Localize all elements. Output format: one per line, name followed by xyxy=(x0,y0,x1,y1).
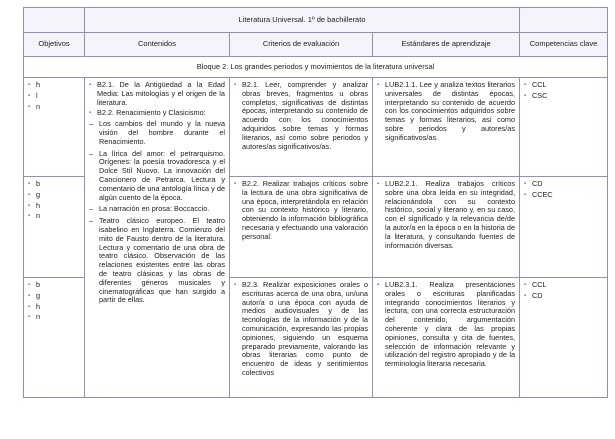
objetivo-item: ▪ n xyxy=(28,212,80,221)
contenido-subitem: – Teatro clásico europeo. El teatro isabelino en Inglaterra. Comienzo del mito de Fausto dentro de la literatura. Lectura y comentario de una obra de teatro clásico. Observación de las relaciones existentes entre las obras de teatro clásicas y las obras de diferentes géneros musicales y cinematográficas que han surgido a partir de ellas. xyxy=(89,217,225,305)
objetivo-item: ▪ b xyxy=(28,281,80,290)
contenido-subitem: – Los cambios del mundo y la nueva visión del hombre durante el Renacimiento. xyxy=(89,120,225,146)
objetivo-item: ▪ l xyxy=(28,92,80,101)
criterio-text: ▪ B2.2. Realizar trabajos críticos sobre la lectura de una obra significativa de una época, interpretándola en relación con su contexto histórico y literario, obteniendo la información bibliográfica necesaria y efectuando una valoración personal. xyxy=(234,180,368,242)
estandar-text: ▪ LUB2.3.1. Realiza presentaciones orales o escrituras planificadas integrando conocimientos literarios y lectura, con una correcta estructuración del contenido, argumentación coherente y clara de las propias opiniones, consulta y cita de fuentes, selección de información relevante y utilización del registro apropiado y de la terminología literaria necesaria. xyxy=(377,281,515,369)
objetivo-item: ▪ b xyxy=(28,180,80,189)
title-empty-cell xyxy=(520,8,608,33)
objetivo-item: ▪ n xyxy=(28,103,80,112)
header-estandares: Estándares de aprendizaje xyxy=(373,33,520,57)
competencia-item: ▪ CCEC xyxy=(524,191,603,200)
criterio-cell xyxy=(230,278,373,398)
competencia-item: ▪ CCL xyxy=(524,281,603,290)
competencia-item: ▪ CCL xyxy=(524,81,603,90)
competencia-item: ▪ CSC xyxy=(524,92,603,101)
objetivo-item: ▪ n xyxy=(28,313,80,322)
estandar-text: ▪ LUB2.1.1. Lee y analiza textos literarios universales de distintas épocas, interpretando su contenido de acuerdo con los conocimientos adquiridos sobre temas y formas literarios, así como sobre periodos y autores/as significativos/as. xyxy=(377,81,515,143)
objetivos-cell xyxy=(24,278,85,398)
competencia-item: ▪ CD xyxy=(524,180,603,189)
criterio-text: ▪ B2.1. Leer, comprender y analizar obras breves, fragmentos u obras completos, significativas de distintas épocas, interpretando su contenido de acuerdo con los conocimientos adquiridos sobre temas y formas literarios, así como sobre periodos y autores/as significativos/as. xyxy=(234,81,368,151)
criterio-text: ▪ B2.3. Realizar exposiciones orales o escrituras acerca de una obra, un/una autor/a o una época con ayuda de medios audiovisuales y de las tecnologías de la información y de la comunicación, expresando las propias opiniones, siguiendo un esquema preparado previamente, valorando las obras literarias como punto de encuentro de ideas y sentimientos colectivos xyxy=(234,281,368,378)
contenido-subitem: – La lírica del amor: el petrarquismo. Orígenes: la poesía trovadoresca y el Dolce Stil Nuovo. La innovación del Cancionero de Petrarca. Lectura y comentario de una antología lírica y de algún cuento de la época. xyxy=(89,150,225,203)
table-row xyxy=(24,78,608,177)
contenido-item xyxy=(89,109,225,118)
header-contenidos: Contenidos xyxy=(85,33,230,57)
objetivos-cell xyxy=(24,78,85,177)
bloque-heading: Bloque 2. Los grandes periodos y movimientos de la literatura universal xyxy=(24,57,608,78)
objetivo-item: ▪ g xyxy=(28,292,80,301)
contenido-item: ▪ B2.1. De la Antigüedad a la Edad Media: Las mitologías y el origen de la literatura. xyxy=(89,81,225,107)
header-criterios: Criterios de evaluación xyxy=(230,33,373,57)
estandar-cell xyxy=(373,177,520,278)
objetivo-item: ▪ h xyxy=(28,303,80,312)
curriculum-table xyxy=(23,7,608,398)
header-objetivos: Objetivos xyxy=(24,33,85,57)
competencias-cell xyxy=(520,177,608,278)
competencias-cell xyxy=(520,278,608,398)
estandar-cell xyxy=(373,278,520,398)
objetivos-cell xyxy=(24,177,85,278)
competencia-item: ▪ CD xyxy=(524,292,603,301)
objetivo-item: ▪ g xyxy=(28,191,80,200)
header-competencias: Competencias clave xyxy=(520,33,608,57)
objetivo-item: ▪ h xyxy=(28,81,80,90)
contenido-heading: B2.2. Renacimiento y Clasicismo: xyxy=(97,108,206,118)
contenidos-cell xyxy=(85,78,230,398)
title-empty-cell xyxy=(24,8,85,33)
table-title: Literatura Universal. 1º de bachillerato xyxy=(85,8,520,33)
estandar-cell xyxy=(373,78,520,177)
estandar-text: ▪ LUB2.2.1. Realiza trabajos críticos sobre una obra leída en su integridad, relacionándola con su contexto histórico, social y literario y, en su caso, con el significado y la relevancia de/de la autor/a en la época o en la historia de la literatura, y consultando fuentes de información diversas. xyxy=(377,180,515,250)
objetivo-item: ▪ h xyxy=(28,202,80,211)
criterio-cell xyxy=(230,78,373,177)
contenido-subitem: – La narración en prosa: Boccaccio. xyxy=(89,205,225,214)
criterio-cell xyxy=(230,177,373,278)
competencias-cell xyxy=(520,78,608,177)
